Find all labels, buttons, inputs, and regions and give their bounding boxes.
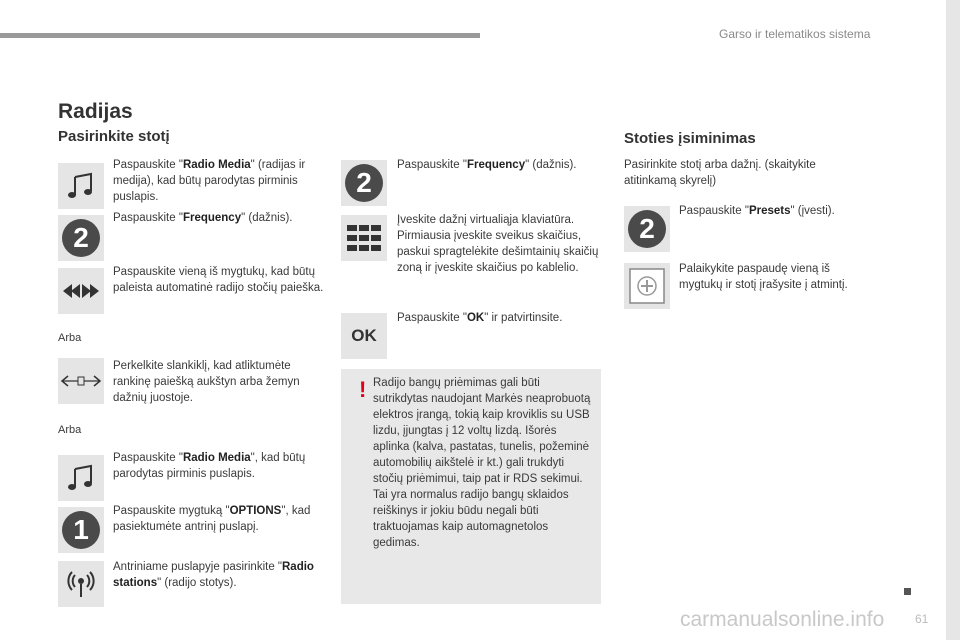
- step-virtual-keyboard: Įveskite dažnį virtualiąja klaviatūra. Pirmiausia įveskite sveikus skaičius, paskui spragtelėkite dešimtainių skaičių zoną ir įveskite skaičius po kablelio.: [397, 214, 599, 274]
- keypad-icon: [341, 215, 387, 261]
- step-frequency: Paspauskite "Frequency" (dažnis).: [113, 212, 293, 224]
- warning-text: Radijo bangų priėmimas gali būti sutrikdytas naudojant Markės neaprobuotą elektros įrangą, tokią kaip kroviklis su USB lizdu, įjungtas į 12 voltų lizdą. Išorės aplinka (kalva, pastatas, tunelis, požeminė automobilių aikštelė ir kt.) gali trukdyti stočių priėmimui, taip pat ir RDS sekimui. Tai yra normalus radijo bangų sklaidos reiškinys ir jokiu būdu negali būti traktuojamas kaip automagnetolos gedimas.: [373, 377, 591, 549]
- section-title-memorizing: Stoties įsiminimas: [624, 130, 756, 147]
- warning-icon: !: [359, 377, 367, 402]
- arba-label-2: Arba: [58, 424, 82, 436]
- preset-add-icon: [624, 263, 670, 309]
- page-edge-bar: [946, 0, 960, 640]
- step-radio-media: Paspauskite "Radio Media" (radijas ir medija), kad būtų parodytas pirminis puslapis.: [113, 159, 306, 203]
- seek-buttons-icon: [58, 268, 104, 314]
- arba-label-1: Arba: [58, 332, 82, 344]
- step-seek: Paspauskite vieną iš mygtukų, kad būtų paleista automatinė radijo stočių paieška.: [113, 266, 324, 294]
- watermark: carmanualsonline.info: [680, 608, 885, 631]
- step-badge-2: 2: [624, 206, 670, 252]
- header-rule: [0, 33, 480, 38]
- music-note-icon: [58, 163, 104, 209]
- page-number: 61: [915, 612, 929, 626]
- slider-icon: [58, 358, 104, 404]
- page-title: Radijas: [58, 100, 133, 123]
- step-frequency-entry: Paspauskite "Frequency" (dažnis).: [397, 159, 577, 171]
- header-title: Garso ir telematikos sistema: [719, 27, 871, 41]
- warning-box: [341, 369, 601, 604]
- step-options: Paspauskite mygtuką "OPTIONS", kad pasiektumėte antrinį puslapį.: [113, 505, 311, 533]
- step-ok: Paspauskite "OK" ir patvirtinsite.: [397, 312, 563, 324]
- step-presets: Paspauskite "Presets" (įvesti).: [679, 205, 835, 217]
- step-badge-1: 1: [58, 507, 104, 553]
- music-note-icon: [58, 455, 104, 501]
- step-badge-2: 2: [58, 215, 104, 261]
- step-badge-2: 2: [341, 160, 387, 206]
- step-radio-stations: Antriniame puslapyje pasirinkite "Radio stations" (radijo stotys).: [113, 561, 314, 589]
- step-radio-media-2: Paspauskite "Radio Media", kad būtų parodytas pirminis puslapis.: [113, 452, 306, 480]
- radio-station-icon: [58, 561, 104, 607]
- section-title-select-station: Pasirinkite stotį: [58, 128, 170, 145]
- end-marker: [904, 588, 911, 595]
- step-hold-preset: Palaikykite paspaudę vieną iš mygtukų ir stotį įrašysite į atmintį.: [679, 263, 848, 291]
- ok-icon: OK: [341, 313, 387, 359]
- memorizing-intro: Pasirinkite stotį arba dažnį. (skaitykite atitinkamą skyrelį): [624, 159, 816, 187]
- step-manual-search: Perkelkite slankiklį, kad atliktumėte rankinę paiešką aukštyn arba žemyn dažnių juostoje.: [113, 360, 300, 404]
